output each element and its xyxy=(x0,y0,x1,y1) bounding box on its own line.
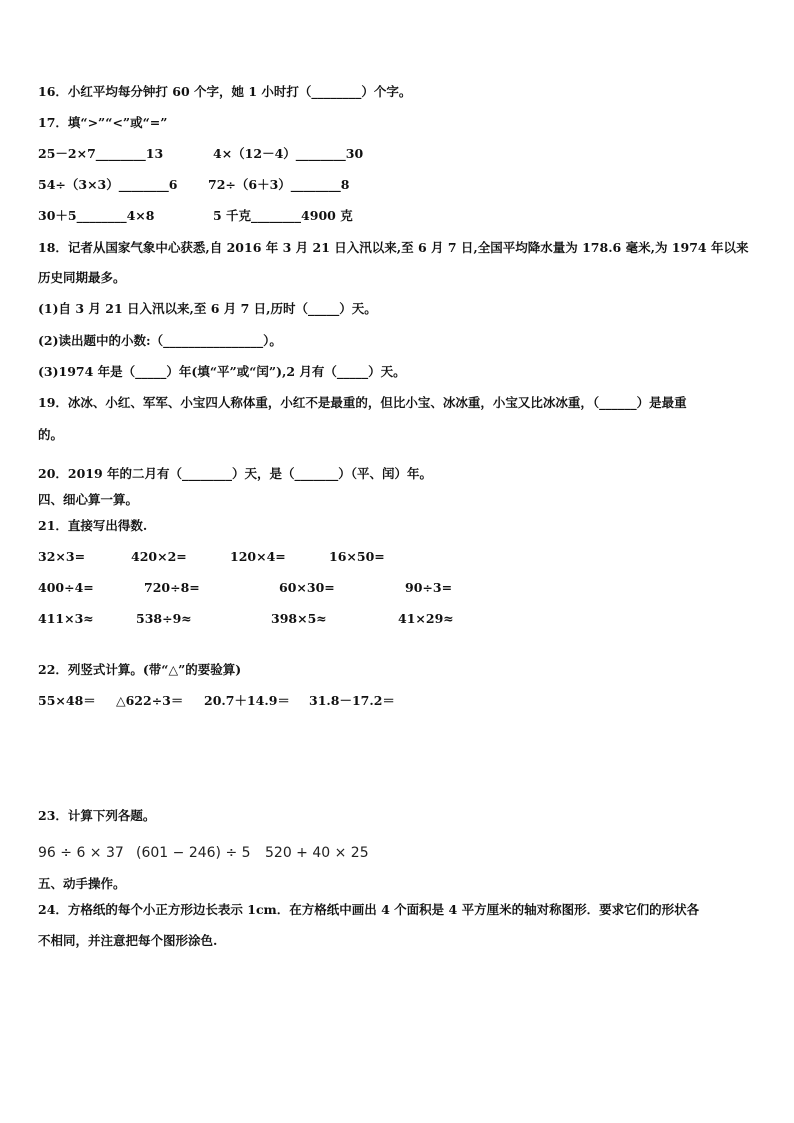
question-21-title: 21．直接写出得数. xyxy=(38,518,148,533)
oral-calc-item: 60×30= xyxy=(279,580,335,595)
section-heading-4: 四、细心算一算。 xyxy=(38,492,139,507)
oral-calc-item: 120×4= xyxy=(230,549,286,564)
compare-item: 4×（12－4）________30 xyxy=(213,146,364,161)
question-24-line2: 不相同，并注意把每个图形涂色. xyxy=(38,933,218,948)
oral-calc-item: 41×29≈ xyxy=(398,611,454,626)
question-23-title: 23．计算下列各题。 xyxy=(38,808,156,823)
question-16: 16．小红平均每分钟打 60 个字，她 1 小时打（________）个字。 xyxy=(38,84,412,99)
question-20: 20．2019 年的二月有（________）天，是（_______）（平、闰）年。 xyxy=(38,466,433,481)
oral-calc-item: 411×3≈ xyxy=(38,611,94,626)
oral-calc-item: 32×3= xyxy=(38,549,86,564)
oral-calc-item: 90÷3= xyxy=(405,580,453,595)
math-expression: 520 + 40 × 25 xyxy=(265,845,369,861)
question-18-sub2: (2)读出题中的小数:（________________）。 xyxy=(38,333,282,348)
question-24-line1: 24．方格纸的每个小正方形边长表示 1cm．在方格纸中画出 4 个面积是 4 平方厘米的轴对称图形．要求它们的形状各 xyxy=(38,902,700,917)
compare-item: 54÷（3×3）________6 xyxy=(38,177,178,192)
question-18-sub1: (1)自 3 月 21 日入汛以来,至 6 月 7 日,历时（_____）天。 xyxy=(38,301,377,316)
section-heading-5: 五、动手操作。 xyxy=(38,876,126,891)
oral-calc-item: 420×2= xyxy=(131,549,187,564)
math-expression: 96 ÷ 6 × 37 xyxy=(38,845,124,861)
question-18-line1: 18．记者从国家气象中心获悉,自 2016 年 3 月 21 日入汛以来,至 6 月 7 日,全国平均降水量为 178.6 毫米,为 1974 年以来 xyxy=(38,240,749,255)
compare-item: 5 千克________4900 克 xyxy=(213,208,353,223)
math-expression: (601 − 246) ÷ 5 xyxy=(136,845,251,861)
oral-calc-item: 398×5≈ xyxy=(271,611,327,626)
vertical-calc-item: 55×48＝ xyxy=(38,693,96,708)
vertical-calc-item: 20.7＋14.9＝ xyxy=(204,693,290,708)
question-17-title: 17．填“>”“<”或“=” xyxy=(38,115,168,130)
vertical-calc-item: △622÷3＝ xyxy=(116,693,184,708)
question-19-line1: 19．冰冰、小红、军军、小宝四人称体重，小红不是最重的，但比小宝、冰冰重，小宝又比冰冰重，（______）是最重 xyxy=(38,395,687,410)
question-18-sub3: (3)1974 年是（_____）年(填“平”或“闰”),2 月有（_____）天。 xyxy=(38,364,406,379)
compare-item: 25－2×7________13 xyxy=(38,146,164,161)
question-18-line2: 历史同期最多。 xyxy=(38,270,126,285)
question-19-line2: 的。 xyxy=(38,427,64,442)
oral-calc-item: 400÷4= xyxy=(38,580,94,595)
compare-item: 72÷（6＋3）________8 xyxy=(208,177,350,192)
oral-calc-item: 538÷9≈ xyxy=(136,611,192,626)
question-22-title: 22．列竖式计算。(带“△”的要验算) xyxy=(38,662,242,677)
oral-calc-item: 16×50= xyxy=(329,549,385,564)
compare-item: 30＋5________4×8 xyxy=(38,208,155,223)
vertical-calc-item: 31.8－17.2＝ xyxy=(309,693,395,708)
oral-calc-item: 720÷8= xyxy=(144,580,200,595)
